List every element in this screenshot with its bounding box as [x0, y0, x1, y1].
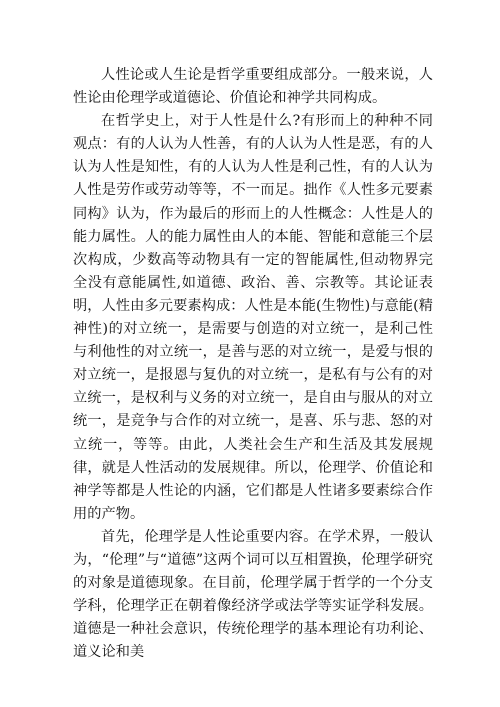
document-body	[73, 64, 433, 664]
paragraph-3: 首先，伦理学是人性论重要内容。在学术界，一般认为，“伦理”与“道德”这两个词可以互相置换，伦理学研究的对象是道德现象。在目前，伦理学属于哲学的一个分支学科，伦理学正在朝着像经济学或法学等实证学科发展。道德是一种社会意识，传统伦理学的基本理论有功利论、道义论和美	[73, 528, 433, 661]
paragraph-2: 在哲学史上，对于人性是什么?有形而上的种种不同观点：有的人认为人性善，有的人认为人性是恶，有的人认为人性是知性，有的人认为人性是利己性，有的人认为人性是劳作或劳动等等，不一而足。拙作《人性多元要素同构》认为，作为最后的形而上的人性概念：人性是人的能力属性。人的能力属性由人的本能、智能和意能三个层次构成，少数高等动物具有一定的智能属性,但动物界完全没有意能属性,如道德、政治、善、宗教等。其论证表明，人性由多元要素构成：人性是本能(生物性)与意能(精神性)的对立统一，是需要与创造的对立统一，是利己性与利他性的对立统一，是善与恶的对立统一，是爱与恨的对立统一，是报恩与复仇的对立统一，是私有与公有的对立统一，是权利与义务的对立统一，是自由与服从的对立统一，是竞争与合作的对立统一，是喜、乐与悲、怒的对立统一，等等。由此，人类社会生产和生活及其发展规律，就是人性活动的发展规律。所以，伦理学、价值论和神学等都是人性论的内涵，它们都是人性诸多要素综合作用的产物。	[73, 113, 433, 522]
paragraph-1: 人性论或人生论是哲学重要组成部分。一般来说，人性论由伦理学或道德论、价值论和神学共同构成。	[73, 67, 433, 107]
